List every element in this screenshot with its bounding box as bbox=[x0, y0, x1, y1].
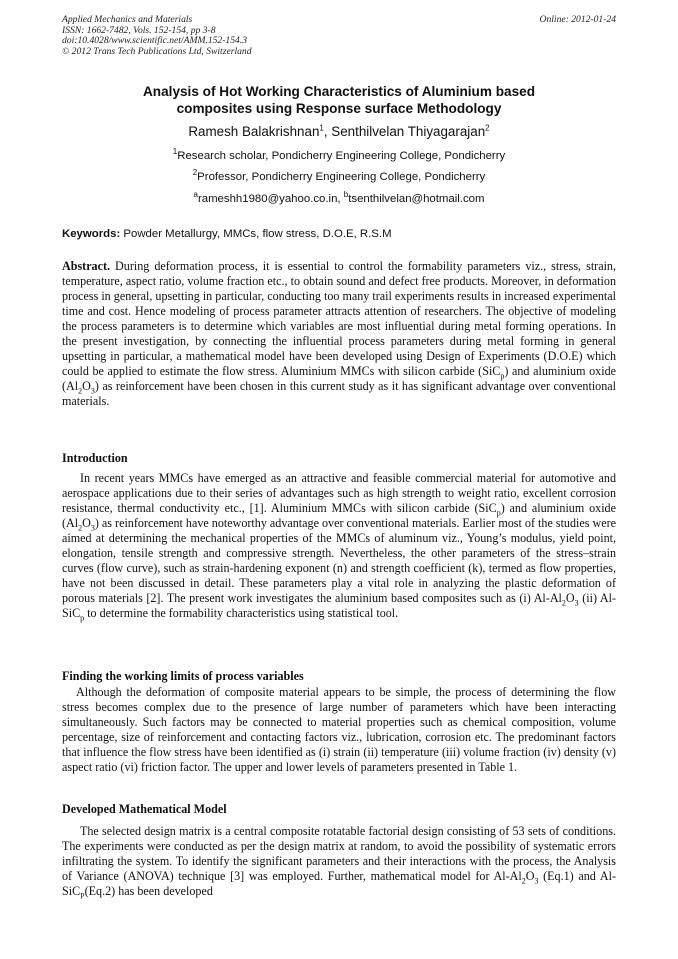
keywords-text: Powder Metallurgy, MMCs, flow stress, D.O.E, R.S.M bbox=[120, 228, 392, 240]
email-a: rameshh1980@yahoo.co.in, bbox=[197, 193, 344, 205]
intro-text-1: In recent years MMCs have emerged as an attractive and feasible commercial material for automotive and aerospace applications due to their series of advantages such as high strength to weight ratio, excellent corrosion resistance, thermal conductivity etc., [1]. Aluminium MMCs with silicon carbide (SiC bbox=[62, 471, 616, 515]
journal-doi: doi:10.4028/www.scientific.net/AMM.152-154.3 bbox=[62, 35, 248, 47]
affiliation-1 bbox=[62, 147, 616, 163]
abstract-text-o: O bbox=[82, 379, 91, 393]
journal-copyright: © 2012 Trans Tech Publications Ltd, Switzerland bbox=[62, 45, 252, 57]
keywords bbox=[62, 228, 616, 241]
intro-sub-2: 2 bbox=[78, 523, 83, 533]
author-1-affil: 1 bbox=[319, 123, 324, 133]
intro-text-2: ) and aluminium oxide (Al bbox=[62, 501, 616, 530]
author-emails bbox=[62, 190, 616, 206]
aff-2-mark: 2 bbox=[192, 168, 198, 178]
model-sub-p: P bbox=[80, 891, 85, 901]
aff-1-mark: 1 bbox=[172, 147, 178, 157]
author-2-affil: 2 bbox=[485, 123, 490, 133]
affiliation-2 bbox=[62, 168, 616, 184]
model-sub-2: 2 bbox=[521, 876, 526, 886]
email-a-mark: a bbox=[193, 190, 198, 200]
intro-text-o: O bbox=[82, 516, 91, 530]
model-heading: Developed Mathematical Model bbox=[62, 802, 227, 816]
abstract-paragraph bbox=[62, 259, 616, 409]
title-line-2: composites using Response surface Methodology bbox=[176, 101, 502, 116]
email-b-mark: b bbox=[343, 190, 349, 200]
abstract-sub-p: p bbox=[500, 371, 505, 381]
email-b: tsenthilvelan@hotmail.com bbox=[348, 193, 485, 205]
title-line-1: Analysis of Hot Working Characteristics of Aluminium based bbox=[142, 84, 536, 99]
intro-sub-p2: p bbox=[80, 613, 85, 623]
model-text-o: O bbox=[525, 869, 535, 883]
abstract-text-2: ) and aluminium oxide (Al bbox=[62, 364, 616, 393]
abstract-sub-3: 3 bbox=[90, 386, 95, 396]
model-text-2: (Eq.1) and Al-SiC bbox=[62, 869, 616, 898]
intro-sub-2b: 2 bbox=[561, 598, 566, 608]
limits-heading: Finding the working limits of process variables bbox=[62, 669, 304, 683]
intro-text-4: (ii) Al-SiC bbox=[62, 591, 616, 620]
intro-heading: Introduction bbox=[62, 451, 128, 465]
abstract-text-1: During deformation process, it is essential to control the formability parameters viz., stress, strain, temperature, aspect ratio, volume fraction etc., to obtain sound and defect free products. Moreover, in deformation process in general, upsetting in particular, conducting too many trail experiments results in increased experimental time and cost. Hence modeling of process parameter attracts attention of researchers. The objective of modeling the process parameters is to determine which variables are most influential during metal forming operations. In the present investigation, by connecting the influential process parameters during metal forming in general upsetting in particular, a mathematical model have been developed using Design of Experiments (D.O.E) which could be applied to estimate the flow stress. Aluminium MMCs with silicon carbide (SiC bbox=[62, 259, 616, 378]
intro-text-o2: O bbox=[565, 591, 575, 605]
model-text-3: (Eq.2) has been developed bbox=[84, 884, 213, 898]
journal-issn: ISSN: 1662-7482, Vols. 152-154, pp 3-8 bbox=[62, 24, 216, 36]
journal-name: Applied Mechanics and Materials bbox=[62, 14, 193, 25]
intro-sub-p: p bbox=[496, 508, 501, 518]
author-list bbox=[62, 124, 616, 140]
journal-header bbox=[62, 15, 616, 57]
intro-paragraph bbox=[62, 471, 616, 621]
abstract-label: Abstract. bbox=[62, 259, 111, 273]
abstract-sub-2: 2 bbox=[78, 386, 83, 396]
model-text-1: The selected design matrix is a central composite rotatable factorial design consisting of 53 sets of conditions. The experiments were conducted as per the design matrix at random, to avoid the possibility of systematic errors infiltrating the system. To identify the significant parameters and their interactions with the process, the Analysis of Variance (ANOVA) technique [3] was employed. Further, mathematical model for Al-Al bbox=[62, 824, 616, 883]
author-2: Senthilvelan Thiyagarajan bbox=[331, 124, 486, 139]
aff-1-text: Research scholar, Pondicherry Engineering College, Pondicherry bbox=[177, 150, 506, 162]
intro-sub-3b: 3 bbox=[574, 598, 579, 608]
model-sub-3: 3 bbox=[534, 876, 539, 886]
intro-sub-3: 3 bbox=[90, 523, 95, 533]
abstract-text-3: ) as reinforcement have been chosen in this current study as it has significant advantage over conventional materials. bbox=[62, 379, 616, 408]
limits-paragraph: Although the deformation of composite material appears to be simple, the process of determining the flow stress becomes complex due to the presence of large number of parameters which have been interacting simultaneously. Such factors may be connected to material properties such as chemical composition, volume percentage, size of reinforcement and contacting factors viz., lubrication, corrosion etc. The predominant factors that influence the flow stress have been identified as (i) strain (ii) temperature (iii) volume fraction (iv) density (v) aspect ratio (vi) friction factor. The upper and lower levels of parameters presented in Table 1. bbox=[62, 685, 616, 774]
intro-text-5: to determine the formability characteristics using statistical tool. bbox=[84, 606, 399, 620]
paper-title bbox=[62, 83, 616, 117]
online-date: Online: 2012-01-24 bbox=[539, 14, 616, 25]
intro-text-3: ) as reinforcement have noteworthy advantage over conventional materials. Earlier most of the studies were aimed at determining the mechanical properties of the MMCs of aluminum viz., Young’s modulus, yield point, elongation, tensile strength and compressive strength. Nevertheless, the other parameters of the stress–strain curves (flow curve), such as strain-hardening exponent (n) and strength coefficient (k), termed as flow properties, have not been discussed in detail. These parameters play a vital role in analyzing the plastic deformation of porous materials [2]. The present work investigates the aluminium based composites such as (i) Al-Al bbox=[62, 516, 616, 605]
keywords-label: Keywords: bbox=[62, 228, 121, 240]
author-1: Ramesh Balakrishnan bbox=[188, 124, 320, 139]
model-paragraph bbox=[62, 824, 616, 899]
aff-2-text: Professor, Pondicherry Engineering College, Pondicherry bbox=[197, 171, 486, 183]
author-separator: , bbox=[323, 124, 332, 139]
